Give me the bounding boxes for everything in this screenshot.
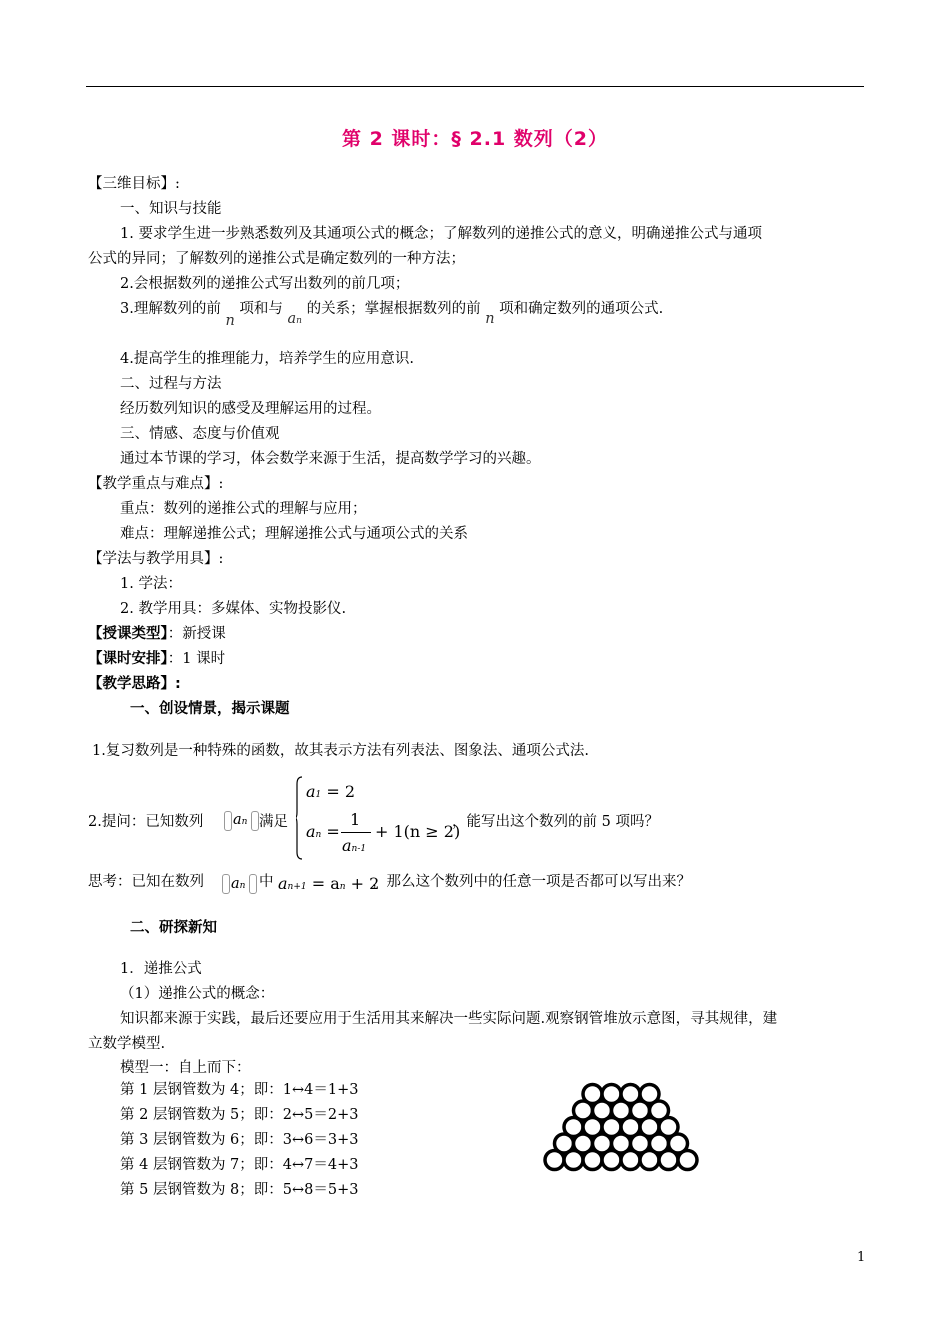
layer-line: 第 3 层钢管数为 6；即：3↔6＝3+3 bbox=[120, 1132, 359, 1148]
section1-p2-suffix: ，能写出这个数列的前 5 项吗？ bbox=[452, 814, 659, 830]
think-suffix: ，那么这个数列中的任意一项是否都可以写出来？ bbox=[372, 874, 691, 890]
lesson-type bbox=[88, 624, 226, 644]
seq-brace-left bbox=[224, 811, 232, 831]
tools-item-1: 1. 学法： bbox=[120, 576, 182, 592]
system-brace bbox=[296, 776, 302, 860]
think-mid: 中 bbox=[259, 874, 274, 890]
keypoint-focus: 重点：数列的递推公式的理解与应用； bbox=[120, 501, 367, 517]
section2-para-line1: 知识都来源于实践，最后还要应用于生活用其来解决一些实际问题.观察钢管堆放示意图，寻其规律，建 bbox=[120, 1011, 778, 1027]
process-heading: 二、过程与方法 bbox=[120, 376, 222, 392]
emotion-text: 通过本节课的学习，体会数学来源于生活，提高数学学习的兴趣。 bbox=[120, 451, 541, 467]
think-prefix: 思考：已知在数列 bbox=[88, 874, 204, 890]
objective-3-part4: 项和确定数列的通项公式. bbox=[499, 301, 664, 317]
section1-p2-prefix: 2.提问：已知数列 bbox=[88, 814, 204, 830]
tools-item-2: 2. 教学用具：多媒体、实物投影仪. bbox=[120, 601, 347, 617]
math-a bbox=[288, 311, 302, 327]
steel-pipe bbox=[602, 1151, 621, 1170]
eq2-lhs: an = bbox=[306, 822, 340, 841]
objective-3-part2: 项和与 bbox=[239, 301, 283, 317]
objective-3-part3: 的关系；掌握根据数列的前 bbox=[306, 301, 481, 317]
steel-pipe bbox=[640, 1151, 659, 1170]
layer-line: 第 2 层钢管数为 5；即：2↔5＝2+3 bbox=[120, 1107, 359, 1123]
lesson-type-value: ：新授课 bbox=[167, 626, 226, 642]
layer-line: 第 4 层钢管数为 7；即：4↔7＝4+3 bbox=[120, 1157, 359, 1173]
header-rule bbox=[86, 86, 864, 87]
section2-sub1a: （1）递推公式的概念： bbox=[120, 986, 275, 1002]
keypoint-difficulty: 难点：理解递推公式；理解递推公式与通项公式的关系 bbox=[120, 526, 468, 542]
layer-line: 第 1 层钢管数为 4；即：1↔4＝1+3 bbox=[120, 1082, 359, 1098]
objective-1-line2: 公式的异同；了解数列的递推公式是确定数列的一种方法； bbox=[88, 251, 465, 267]
steel-pipe bbox=[659, 1151, 678, 1170]
math-a-letter: a bbox=[287, 311, 297, 327]
think-eq-tail: + 2 bbox=[350, 874, 380, 893]
section2-sub1: 1．递推公式 bbox=[120, 961, 202, 977]
objectives-heading: 【三维目标】: bbox=[88, 176, 180, 192]
objective-4: 4.提高学生的推理能力，培养学生的应用意识. bbox=[120, 351, 414, 367]
seq-brace-right bbox=[251, 811, 259, 831]
section1-p2-mid: 满足 bbox=[259, 814, 288, 830]
layer-line: 第 5 层钢管数为 8；即：5↔8＝5+3 bbox=[120, 1182, 359, 1198]
schedule-label: 【课时安排】 bbox=[88, 651, 168, 667]
eq2-tail: + 1(n ≥ 2) bbox=[375, 822, 461, 841]
keypoints-heading: 【教学重点与难点】: bbox=[88, 476, 224, 492]
section1-heading: 一、创设情景，揭示课题 bbox=[130, 701, 290, 717]
steel-pipe bbox=[545, 1151, 564, 1170]
math-n: n bbox=[485, 311, 495, 327]
schedule bbox=[88, 649, 225, 669]
eq2-numerator: 1 bbox=[350, 810, 361, 829]
tools-heading: 【学法与教学用具】: bbox=[88, 551, 224, 567]
fraction-bar bbox=[341, 832, 371, 833]
ideas-heading: 【教学思路】: bbox=[88, 676, 181, 692]
eq1: a1 = 2 bbox=[306, 782, 356, 801]
steel-pipe-stack-figure bbox=[538, 1054, 704, 1174]
section1-p1: 1.复习数列是一种特殊的函数，故其表示方法有列表法、图象法、通项公式法. bbox=[92, 743, 589, 759]
objective-2: 2.会根据数列的递推公式写出数列的前几项； bbox=[120, 276, 410, 292]
page-number: 1 bbox=[857, 1250, 866, 1265]
section2-para-line2: 立数学模型. bbox=[88, 1036, 166, 1052]
steel-pipe bbox=[678, 1151, 697, 1170]
page-title: 第 2 课时：§ 2.1 数列（2） bbox=[341, 128, 609, 150]
think-eq: an+1 = an + 2 bbox=[278, 874, 380, 893]
schedule-value: ：1 课时 bbox=[167, 651, 226, 667]
seq-brace-left bbox=[222, 874, 230, 894]
objective-3 bbox=[120, 299, 664, 329]
knowledge-heading: 一、知识与技能 bbox=[120, 201, 222, 217]
section2-heading: 二、研探新知 bbox=[130, 920, 217, 936]
eq1-rhs: = 2 bbox=[326, 782, 356, 801]
think-eq-mid: = a bbox=[311, 874, 340, 893]
emotion-heading: 三、情感、态度与价值观 bbox=[120, 426, 280, 442]
math-a-subscript: n bbox=[296, 316, 302, 326]
eq2-denominator: an-1 bbox=[342, 836, 367, 855]
objective-1-line1: 1. 要求学生进一步熟悉数列及其通项公式的概念；了解数列的递推公式的意义，明确递推公式与通项 bbox=[120, 226, 762, 242]
steel-pipe bbox=[621, 1151, 640, 1170]
objective-3-part1: 3.理解数列的前 bbox=[120, 301, 221, 317]
model-heading: 模型一：自上而下： bbox=[120, 1060, 251, 1076]
steel-pipe bbox=[583, 1151, 602, 1170]
process-text: 经历数列知识的感受及理解运用的过程。 bbox=[120, 401, 381, 417]
seq-symbol: an bbox=[231, 876, 246, 892]
math-n: n bbox=[225, 313, 235, 329]
steel-pipe bbox=[564, 1151, 583, 1170]
seq-symbol: an bbox=[233, 812, 248, 828]
seq-brace-right bbox=[249, 874, 257, 894]
lesson-type-label: 【授课类型】 bbox=[88, 626, 168, 642]
